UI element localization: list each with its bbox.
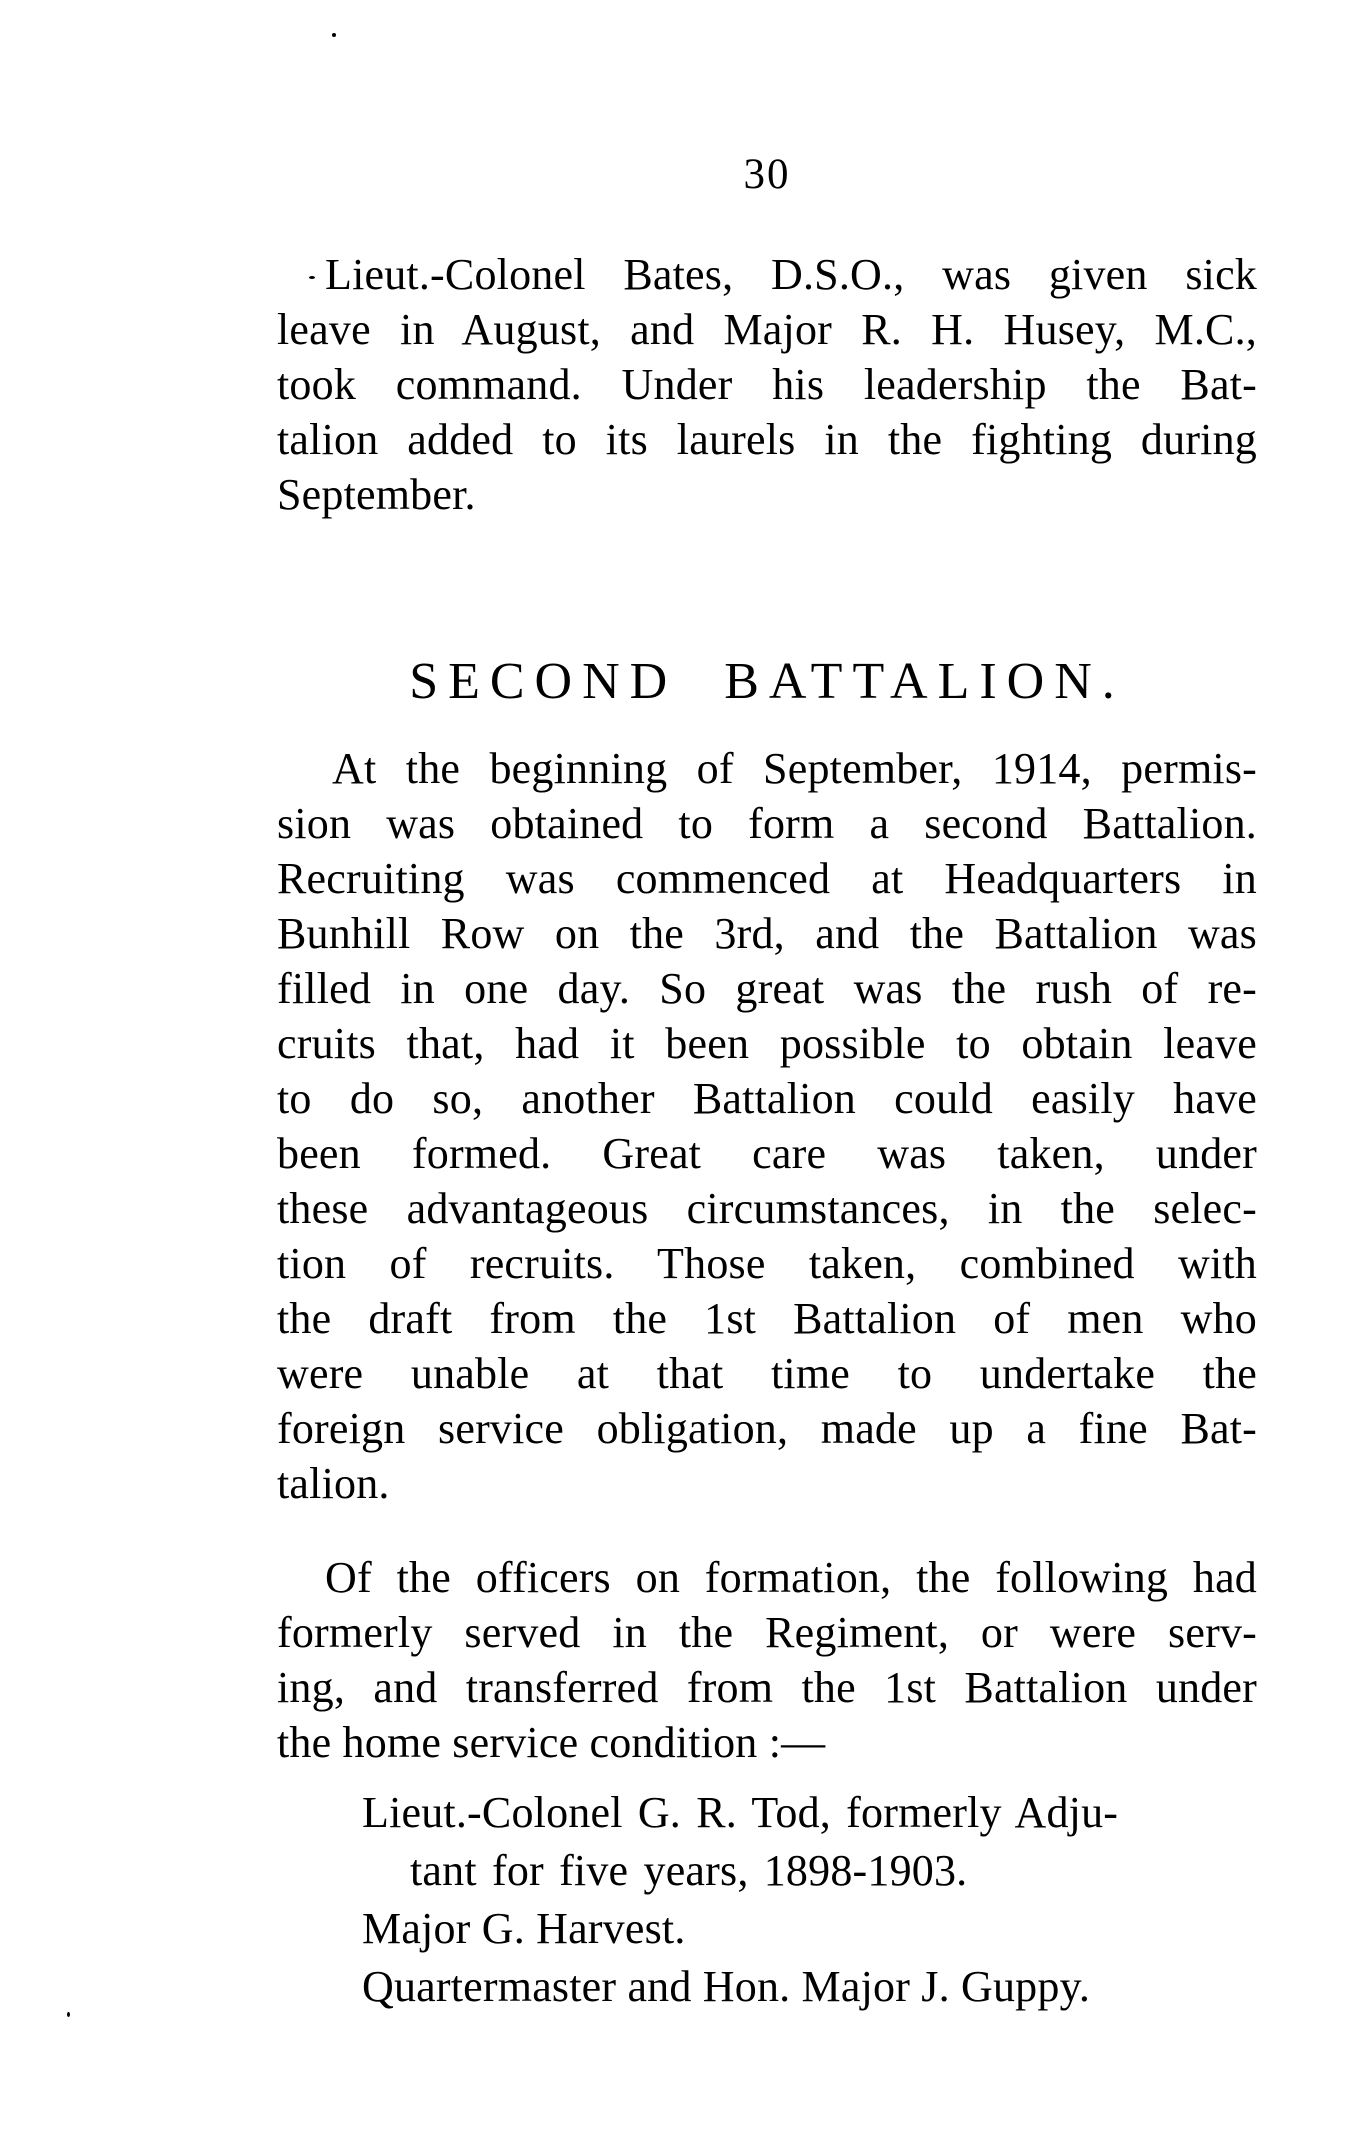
- paragraph-line: took command. Under his leadership the Bat-: [277, 360, 1257, 409]
- paragraph-line: the home service condition :—: [277, 1718, 826, 1767]
- paragraph-line: foreign service obligation, made up a fine Bat-: [277, 1404, 1257, 1453]
- paragraph-line: September.: [277, 470, 476, 519]
- paragraph-line: the draft from the 1st Battalion of men who: [277, 1294, 1257, 1343]
- paragraph-line: filled in one day. So great was the rush of re-: [277, 964, 1257, 1013]
- paragraph-line: talion.: [277, 1459, 390, 1508]
- page-number: 30: [743, 151, 791, 198]
- paragraph-line: tion of recruits. Those taken, combined with: [277, 1239, 1257, 1288]
- paragraph-line: Recruiting was commenced at Headquarters in: [277, 854, 1257, 903]
- list-line: Lieut.-Colonel G. R. Tod, formerly Adju-: [362, 1788, 1119, 1837]
- paragraph-line: cruits that, had it been possible to obtain leave: [277, 1019, 1257, 1068]
- paragraph-line: Of the officers on formation, the following had: [325, 1553, 1257, 1602]
- list-line: Quartermaster and Hon. Major J. Guppy.: [362, 1962, 1091, 2011]
- paragraph-line: to do so, another Battalion could easily have: [277, 1074, 1257, 1123]
- section-heading: SECOND BATTALION.: [409, 653, 1125, 710]
- paragraph-line: sion was obtained to form a second Battalion.: [277, 799, 1257, 848]
- paragraph-line: leave in August, and Major R. H. Husey, M.C.,: [277, 305, 1257, 354]
- paragraph-line: formerly served in the Regiment, or were serv-: [277, 1608, 1257, 1657]
- list-line: Major G. Harvest.: [362, 1904, 686, 1953]
- paragraph-line: Bunhill Row on the 3rd, and the Battalion was: [277, 909, 1257, 958]
- paragraph-line: ing, and transferred from the 1st Battalion under: [277, 1663, 1257, 1712]
- paragraph-line: these advantageous circumstances, in the selec-: [277, 1184, 1257, 1233]
- paragraph-line: Lieut.-Colonel Bates, D.S.O., was given sick: [325, 250, 1257, 299]
- paragraph-line: been formed. Great care was taken, under: [277, 1129, 1257, 1178]
- paragraph-line: At the beginning of September, 1914, permis-: [332, 744, 1257, 793]
- scan-speck: [309, 276, 315, 279]
- paragraph-line: talion added to its laurels in the fighting during: [277, 415, 1257, 464]
- paragraph-line: were unable at that time to undertake the: [277, 1349, 1257, 1398]
- scan-speck: [332, 33, 336, 37]
- scan-speck: [67, 2012, 70, 2017]
- list-line: tant for five years, 1898-1903.: [410, 1846, 968, 1895]
